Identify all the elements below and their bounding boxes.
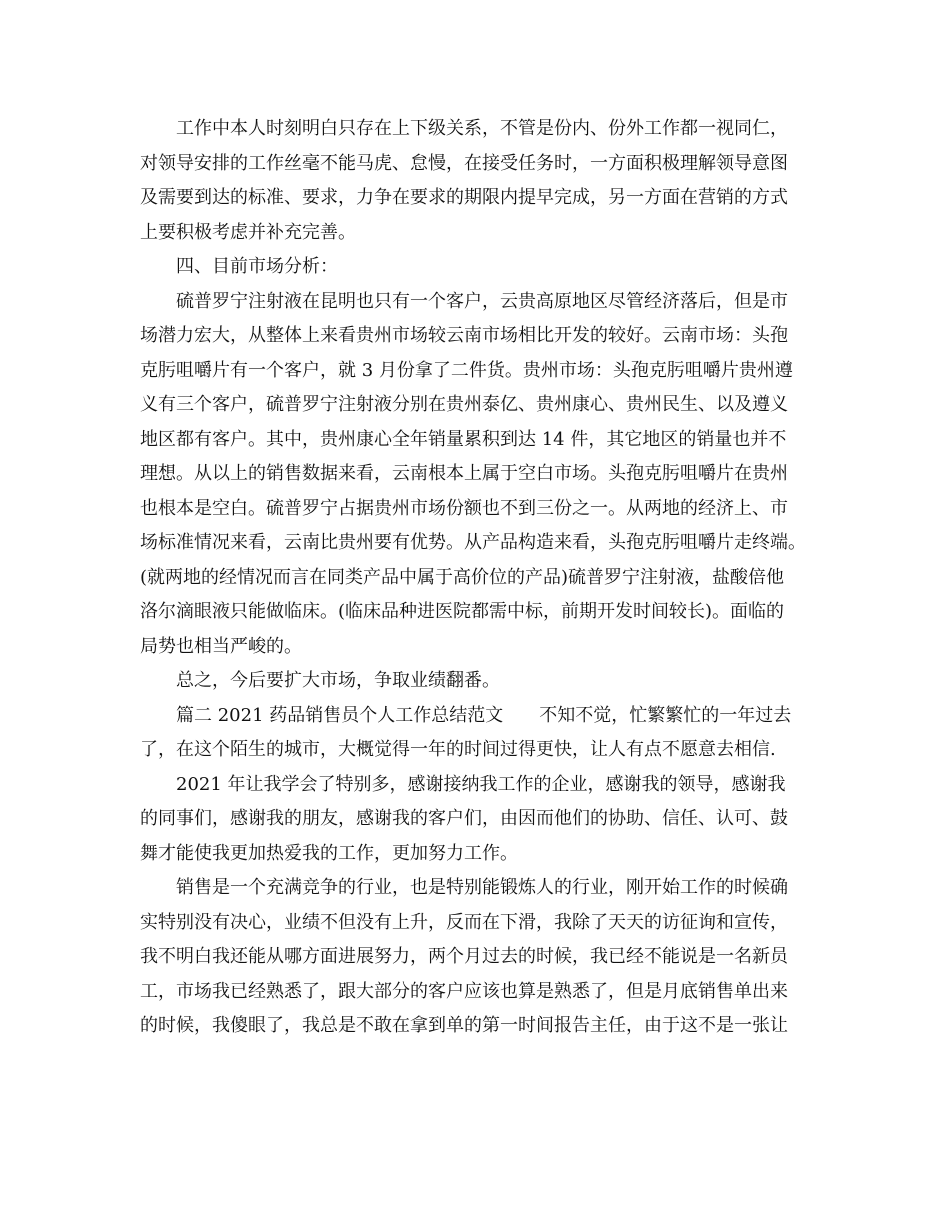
text-line: 的时候，我傻眼了，我总是不敢在拿到单的第一时间报告主任，由于这不是一张让: [140, 1015, 788, 1036]
text-line: 理想。从以上的销售数据来看，云南根本上属于空白市场。头孢克肟咀嚼片在贵州: [140, 463, 788, 484]
text-line: 销售是一个充满竞争的行业，也是特别能锻炼人的行业，刚开始工作的时候确: [176, 877, 788, 898]
text-line: 洛尔滴眼液只能做临床。(临床品种进医院都需中标，前期开发时间较长)。面临的: [140, 601, 785, 622]
text-line: 也根本是空白。硫普罗宁占据贵州市场份额也不到三份之一。从两地的经济上、市: [140, 497, 788, 519]
text-line: 对领导安排的工作丝毫不能马虎、怠慢，在接受任务时，一方面积极理解领导意图: [140, 152, 788, 174]
text-line: 2021 年让我学会了特别多，感谢接纳我工作的企业，感谢我的领导，感谢我: [176, 773, 786, 795]
text-line: 实特别没有决心，业绩不但没有上升，反而在下滑，我除了天天的访征询和宣传，: [140, 911, 788, 933]
text-line: 上要积极考虑并补充完善。: [140, 221, 356, 243]
text-line: 局势也相当严峻的。: [140, 635, 302, 657]
text-line: 地区都有客户。其中，贵州康心全年销量累积到达 14 件，其它地区的销量也并不: [140, 428, 787, 450]
text-line: 了，在这个陌生的城市，大概觉得一年的时间过得更快，让人有点不愿意去相信.: [140, 739, 776, 760]
text-line: 我不明白我还能从哪方面进展努力，两个月过去的时候，我已经不能说是一名新员: [140, 946, 788, 967]
text-line: 义有三个客户，硫普罗宁注射液分别在贵州泰亿、贵州康心、贵州民生、以及遵义: [140, 394, 788, 415]
text-line: 及需要到达的标准、要求，力争在要求的期限内提早完成，另一方面在营销的方式: [140, 187, 788, 208]
text-line: (就两地的经情况而言在同类产品中属于高价位的产品)硫普罗宁注射液，盐酸倍他: [140, 566, 785, 588]
text-line: 工作中本人时刻明白只存在上下级关系，不管是份内、份外工作都一视同仁，: [176, 118, 788, 139]
text-line: 场标准情况来看，云南比贵州要有优势。从产品构造来看，头孢克肟咀嚼片走终端。: [140, 532, 806, 553]
text-line: 总之，今后要扩大市场，争取业绩翻番。: [176, 670, 500, 691]
text-line: 克肟咀嚼片有一个客户，就 3 月份拿了二件货。贵州市场：头孢克肟咀嚼片贵州遵: [140, 359, 793, 381]
text-line: 场潜力宏大，从整体上来看贵州市场较云南市场相比开发的较好。云南市场：头孢: [140, 325, 788, 346]
text-line: 篇二 2021 药品销售员个人工作总结范文 不知不觉，忙繁繁忙的一年过去: [176, 704, 792, 726]
document-body: [140, 112, 820, 1044]
text-line: 舞才能使我更加热爱我的工作，更加努力工作。: [140, 842, 518, 864]
text-line: 四、目前市场分析：: [176, 256, 338, 277]
text-line: 的同事们，感谢我的朋友，感谢我的客户们，由因而他们的协助、信任、认可、鼓: [140, 808, 788, 829]
text-line: 硫普罗宁注射液在昆明也只有一个客户，云贵高原地区尽管经济落后，但是市: [176, 290, 788, 312]
text-line: 工，市场我已经熟悉了，跟大部分的客户应该也算是熟悉了，但是月底销售单出来: [140, 980, 788, 1002]
